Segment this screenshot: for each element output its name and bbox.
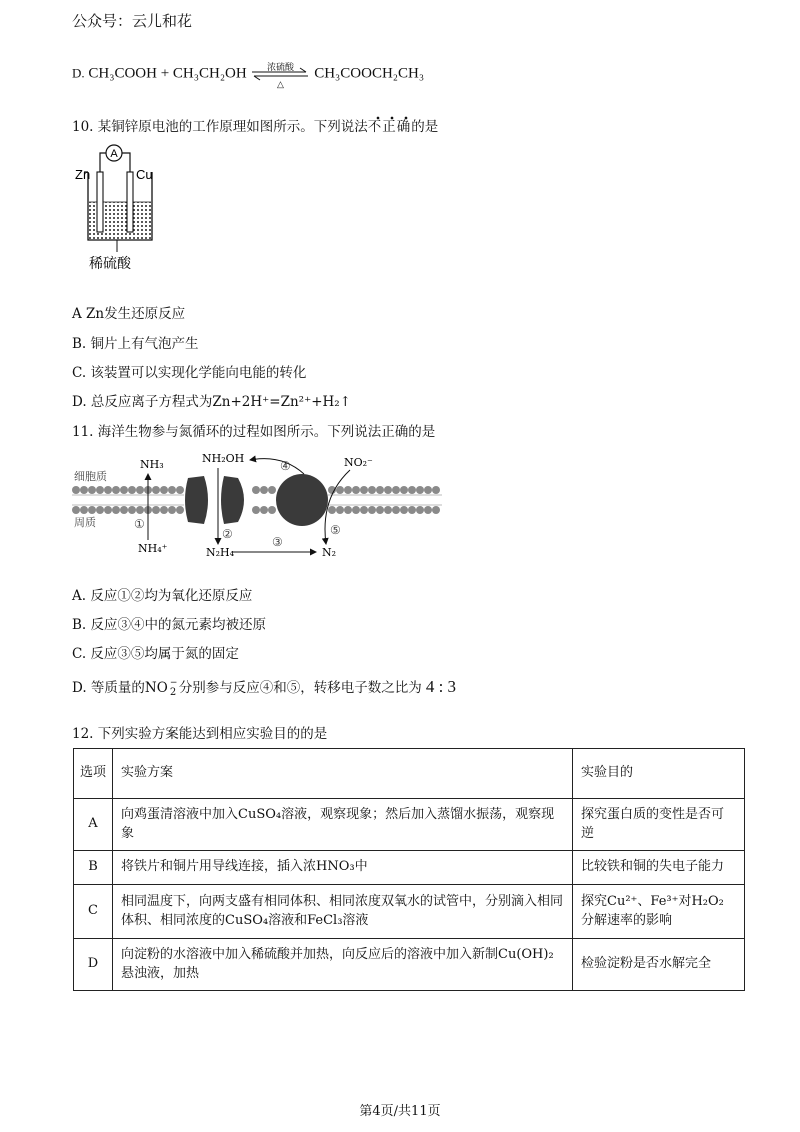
zn-label: Zn [75,167,91,182]
row-c-goal: 探究Cu²⁺、Fe³⁺对H₂O₂分解速率的影响 [573,885,745,939]
q12-stem: 12. 下列实验方案能达到相应实验目的的是 [72,726,328,742]
q10-stem-post: 的是 [411,119,439,135]
cytoplasm-label: 细胞质 [74,470,107,483]
q10-option-a: A Zn发生还原反应 [72,306,186,322]
row-d-goal: 检验淀粉是否水解完全 [573,939,745,991]
table-row [74,851,745,885]
q10-stem-pre: 10. 某铜锌原电池的工作原理如图所示。下列说法 [72,119,368,135]
wire-left [100,153,106,172]
q10-option-b: B. 铜片上有气泡产生 [72,336,199,352]
reaction-1-label: ① [134,517,145,531]
transport-protein-right [221,476,244,524]
experiment-table [73,748,745,991]
q11d-pre: D. 等质量的NO [72,680,168,696]
reaction-2-label: ② [222,527,233,541]
table-row [74,939,745,991]
nitrogen-cycle-diagram [72,448,462,566]
q11d-sub: 2 [169,687,177,698]
q10-option-d: D. 总反应离子方程式为Zn+2H⁺=Zn²⁺+H₂↑ [72,394,352,410]
nh4-label: NH₄⁺ [138,542,168,555]
cell-membrane [72,486,442,514]
transport-protein-left [185,476,208,524]
nh2oh-label: NH₂OH [202,452,245,465]
row-c-option: C [74,885,113,939]
row-c-plan: 相同温度下，向两支盛有相同体积、相同浓度双氧水的试管中，分别滴入相同体积、相同浓度的CuSO₄溶液和FeCl₃溶液 [113,885,573,939]
meter-label: A [110,148,118,160]
q11d-sup: − [169,678,178,688]
n2h4-label: N₂H₄ [206,546,235,559]
q10-option-c: C. 该装置可以实现化学能向电能的转化 [72,365,307,381]
solution-label: 稀硫酸 [89,256,131,272]
page-footer: 第4页/共11页 [359,1104,441,1119]
table-header-row [74,749,745,799]
header-goal: 实验目的 [573,749,745,799]
zn-electrode [97,172,103,232]
cu-label: Cu [136,167,153,182]
table-row [74,885,745,939]
row-a-option: A [74,799,113,851]
header-text: 公众号：云儿和花 [72,12,193,30]
table-row [74,799,745,851]
q9d-catalyst: 浓硫酸 [266,62,294,72]
reaction-5-label: ⑤ [330,523,341,537]
row-b-option: B [74,851,113,885]
q9d-condition: △ [277,79,284,89]
row-d-option: D [74,939,113,991]
q11d-ratio: 4 : 3 [425,677,457,696]
row-d-plan: 向淀粉的水溶液中加入稀硫酸并加热，向反应后的溶液中加入新制Cu(OH)₂悬浊液，加热 [113,939,573,991]
q11-option-b: B. 反应③④中的氮元素均被还原 [72,617,267,633]
q10-stem-emph: 不正确 [368,115,412,135]
q11-stem: 11. 海洋生物参与氮循环的过程如图所示。下列说法正确的是 [72,424,436,440]
row-b-goal: 比较铁和铜的失电子能力 [573,851,745,885]
enzyme-complex [276,474,328,526]
q9d-label: D. [72,65,85,81]
reversible-arrow [250,62,310,89]
n2-label: N₂ [322,546,337,559]
row-a-plan: 向鸡蛋清溶液中加入CuSO₄溶液，观察现象；然后加入蒸馏水振荡，观察现象 [113,799,573,851]
header-plan: 实验方案 [113,749,573,799]
q9-option-d [72,62,425,89]
q9d-lhs: CH₃COOH + CH₃CH₂OH [88,65,247,82]
q9d-rhs: CH₃COOCH₂CH₃ [314,65,425,82]
q11-option-a: A. 反应①②均为氧化还原反应 [72,588,253,604]
reaction-3-label: ③ [272,535,283,549]
galvanic-cell-diagram [72,140,172,275]
q11-option-d [72,676,456,697]
header-option: 选项 [74,749,113,799]
row-a-goal: 探究蛋白质的变性是否可逆 [573,799,745,851]
q10-stem [72,115,438,135]
q11d-mid: 分别参与反应④和⑤，转移电子数之比为 [178,680,422,696]
q11-option-c: C. 反应③⑤均属于氮的固定 [72,646,239,662]
arrow-reaction-4 [250,459,304,474]
no2-label: NO₂⁻ [344,456,373,469]
wire-right [122,153,130,172]
reaction-4-label: ④ [280,459,291,473]
periplasm-label: 周质 [74,516,96,529]
row-b-plan: 将铁片和铜片用导线连接，插入浓HNO₃中 [113,851,573,885]
cu-electrode [127,172,133,232]
nh3-label: NH₃ [140,458,164,471]
